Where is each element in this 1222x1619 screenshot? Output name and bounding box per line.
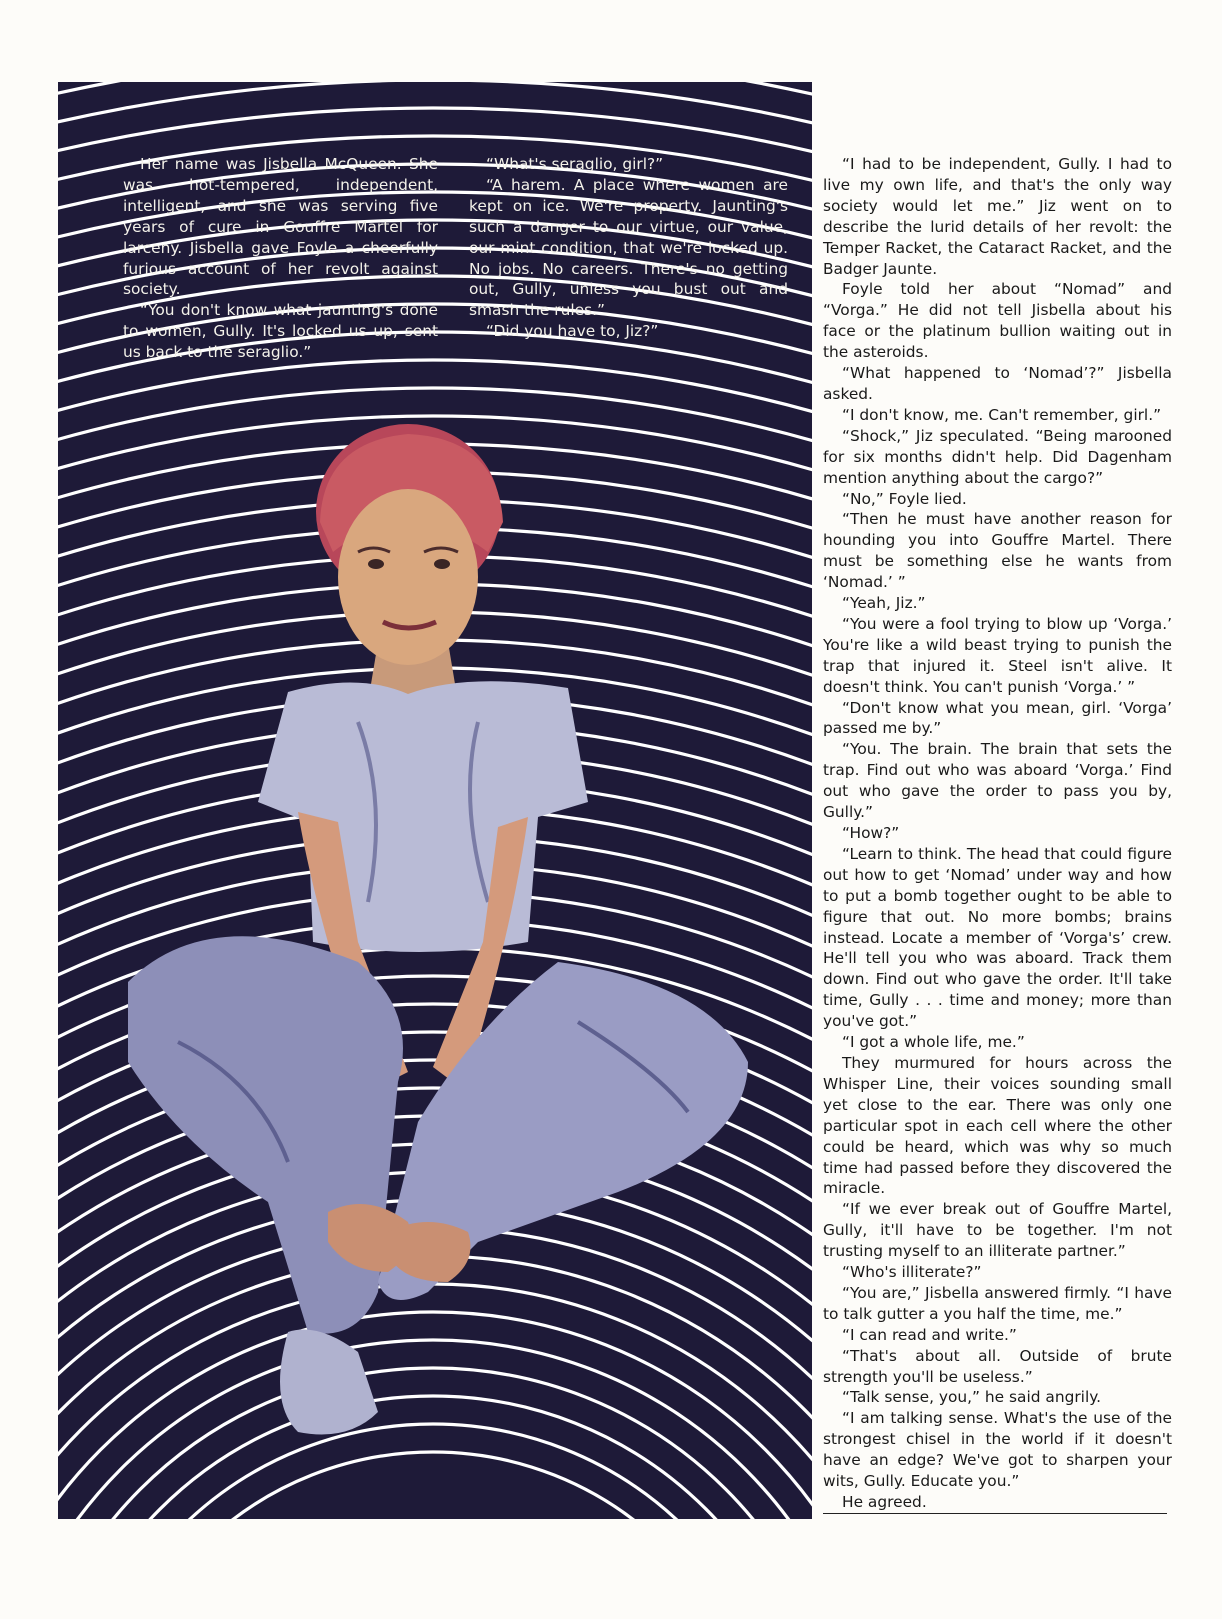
paragraph: “You. The brain. The brain that sets the trap. Find out who was aboard ‘Vorga.’ Find out who gave the order to pass you by, Gully.” — [823, 740, 1172, 822]
paragraph: “I got a whole life, me.” — [842, 1033, 1025, 1052]
paragraph: “No,” Foyle lied. — [842, 489, 967, 508]
text-column-right — [823, 154, 1172, 1513]
paragraph: “Shock,” Jiz speculated. “Being marooned for six months didn't help. Did Dagenham mention anything about the cargo?” — [823, 426, 1172, 487]
paragraph: “Learn to think. The head that could figure out how to get ‘Nomad’ under way and how to put a bomb together ought to be able to figure that out. No more bombs; brains instead. Locate a member of ‘Vorga's’ crew. He'll tell you who was aboard. Track them down. Find out who gave the order. It'll take time, Gully . . . time and money; more than you've got.” — [823, 844, 1172, 1031]
end-rule — [823, 1513, 1167, 1514]
paragraph: “Yeah, Jiz.” — [842, 594, 926, 613]
ring-line — [58, 1396, 812, 1519]
paragraph: Foyle told her about “Nomad” and “Vorga.” He did not tell Jisbella about his face or the platinum bullion waiting out in the asteroids. — [823, 280, 1172, 362]
paragraph: “You were a fool trying to blow up ‘Vorga.’ You're like a wild beast trying to punish the trap that injured it. Steel isn't alive. It doesn't think. You can't punish ‘Vorga.’ ” — [823, 614, 1172, 696]
paragraph: “Did you have to, Jiz?” — [486, 322, 659, 341]
text-column-left — [123, 154, 438, 363]
paragraph: He agreed. — [842, 1493, 927, 1511]
paragraph: “Who's illiterate?” — [842, 1263, 982, 1282]
paragraph: “I am talking sense. What's the use of the strongest chisel in the world if it doesn't have an edge? We've got to sharpen your wits, Gully. Educate you.” — [823, 1409, 1172, 1491]
paragraph: “I don't know, me. Can't remember, girl.” — [842, 405, 1162, 424]
paragraph: “A harem. A place where women are kept on ice. We're property. Jaunting's such a danger to our virtue, our value, our mint condition, that we're locked up. No jobs. No careers. There's no getting out, Gully, unless you bust out and smash the rules.” — [469, 175, 788, 320]
paragraph: “You are,” Jisbella answered firmly. “I have to talk gutter a you half the time, me.” — [823, 1283, 1172, 1323]
paragraph: “Talk sense, you,” he said angrily. — [842, 1388, 1102, 1407]
paragraph: Her name was Jisbella McQueen. She was hot-tempered, independent, intelligent, and she was serving five years of cure in Gouffre Martel for larceny. Jisbella gave Foyle a cheerfully furious account of her revolt against society. — [123, 155, 438, 299]
paragraph: “If we ever break out of Gouffre Martel, Gully, it'll have to be together. I'm not trusting myself to an illiterate partner.” — [823, 1200, 1172, 1261]
paragraph: “What happened to ‘Nomad’?” Jisbella asked. — [823, 364, 1172, 403]
paragraph: “That's about all. Outside of brute strength you'll be useless.” — [823, 1346, 1172, 1386]
paragraph: “I can read and write.” — [842, 1325, 1017, 1344]
ring-line — [75, 1424, 791, 1519]
text-column-middle — [469, 154, 788, 342]
ring-line — [58, 1284, 812, 1519]
paragraph: They murmured for hours across the Whisper Line, their voices sounding small yet close to the ear. There was only one particular spot in each cell where the other could be heard, which was why so much time had passed before they discovered the miracle. — [823, 1053, 1172, 1198]
paragraph: “What's seraglio, girl?” — [486, 155, 664, 173]
paragraph: “You don't know what jaunting's done to women, Gully. It's locked us up, sent us back to the seraglio.” — [123, 301, 438, 362]
illustration-panel — [58, 82, 812, 1519]
paragraph: “I had to be independent, Gully. I had to live my own life, and that's the only way society would let me.” Jiz went on to describe the lurid details of her revolt: the Temper Racket, the Cataract Racket, and the Badger Jaunte. — [823, 155, 1172, 278]
paragraph: “Then he must have another reason for hounding you into Gouffre Martel. There must be something else he wants from ‘Nomad.’ ” — [823, 510, 1172, 592]
paragraph: “Don't know what you mean, girl. ‘Vorga’ passed me by.” — [823, 698, 1172, 738]
paragraph: “How?” — [842, 824, 900, 842]
ring-line — [58, 1312, 812, 1519]
